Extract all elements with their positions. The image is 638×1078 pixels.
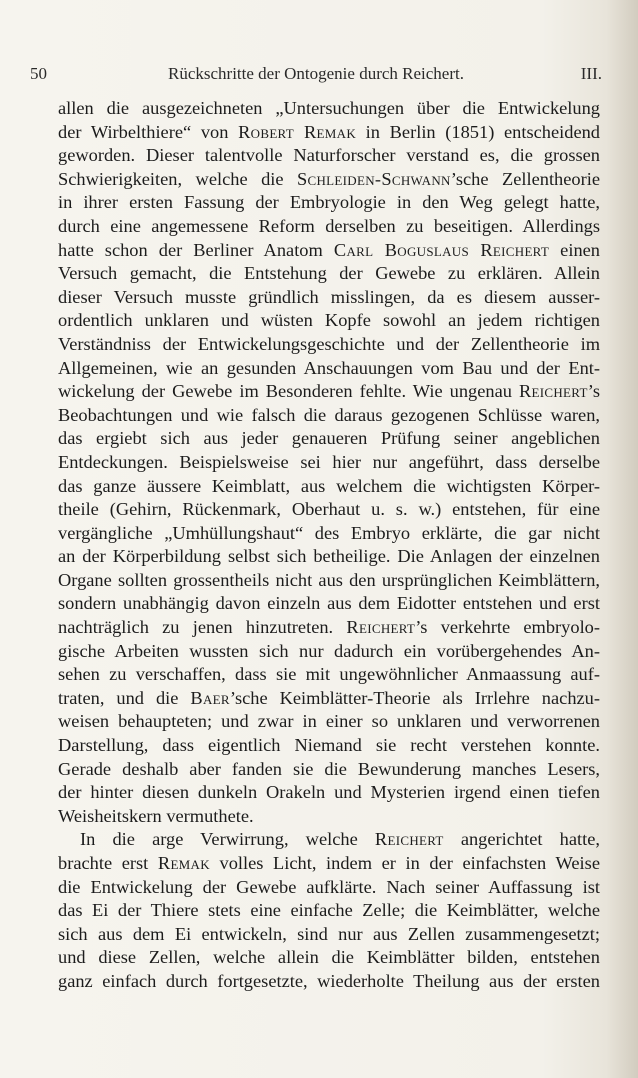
text-line (58, 758, 600, 782)
text-segment: gische Arbeiten wussten sich nur dadurch ein vorübergehendes An- (58, 640, 600, 661)
text-segment: Organe sollten grossentheils nicht aus den ursprünglichen Keimblättern, (58, 569, 600, 590)
text-segment: Allgemeinen, wie an gesunden Anschauungen vom Bau und der Ent- (58, 357, 600, 378)
text-segment: Beobachtungen und wie falsch die daraus gezogenen Schlüsse waren, (58, 404, 600, 425)
text-line (58, 144, 600, 168)
text-segment: ’s (587, 381, 600, 402)
text-segment: theile (Gehirn, Rückenmark, Oberhaut u. s. w.) entstehen, für eine (58, 499, 600, 520)
text-line (58, 333, 600, 357)
text-line (58, 357, 600, 381)
text-line (58, 616, 600, 640)
text-line (58, 852, 600, 876)
text-segment: wickelung der Gewebe im Besonderen fehlte. Wie ungenau (58, 381, 519, 402)
person-name: Reichert (518, 381, 588, 402)
text-segment: sondern unabhängig davon einzeln aus dem Eidotter entstehen und erst (58, 593, 600, 614)
text-segment: ordentlich unklaren und wüsten Kopfe sowohl an jedem richtigen (58, 310, 600, 331)
running-header (30, 64, 602, 90)
person-name: Baer (190, 687, 230, 708)
text-line (58, 380, 600, 404)
text-segment: Weisheitskern vermuthete. (58, 805, 254, 826)
text-line (58, 309, 600, 333)
text-line (58, 663, 600, 687)
text-line (58, 569, 600, 593)
text-line (58, 899, 600, 923)
text-segment: allen die ausgezeichneten „Untersuchungen über die Entwickelung (58, 98, 600, 118)
text-segment: in ihrer ersten Fassung der Embryologie in den Weg gelegt hatte, (58, 192, 600, 213)
text-line (58, 592, 600, 616)
text-line (58, 805, 600, 829)
text-segment: das ergiebt sich aus jeder genaueren Prüfung seiner angeblichen (58, 428, 600, 449)
text-segment: durch eine angemessene Reform derselben zu beseitigen. Allerdings (58, 215, 600, 236)
text-segment: an der Körperbildung selbst sich betheilige. Die Anlagen der einzelnen (58, 546, 600, 567)
text-line (58, 286, 600, 310)
text-segment: das Ei der Thiere stets eine einfache Zelle; die Keimblätter, welche (58, 900, 600, 921)
text-line (58, 640, 600, 664)
text-line (58, 946, 600, 970)
text-segment: Verständniss der Entwickelungsgeschichte und der Zellentheorie im (58, 333, 600, 354)
text-segment: die Entwickelung der Gewebe aufklärte. Nach seiner Auffassung ist (58, 876, 600, 897)
text-line (58, 121, 600, 145)
person-name: Reichert (374, 829, 444, 850)
text-segment: Schwierigkeiten, welche die (58, 168, 297, 189)
text-line (58, 498, 600, 522)
text-line (58, 710, 600, 734)
text-line (58, 191, 600, 215)
text-segment: weisen behaupteten; und zwar in einer so unklaren und verworrenen (58, 711, 600, 732)
text-line (58, 923, 600, 947)
text-segment: angerichtet hatte, (443, 829, 600, 850)
text-segment: ’s verkehrte embryolo- (415, 617, 600, 638)
text-line (58, 970, 600, 994)
text-line (58, 687, 600, 711)
body-text (58, 97, 600, 994)
text-segment: ’sche Zellentheorie (450, 168, 601, 189)
text-line (58, 451, 600, 475)
text-segment: der hinter diesen dunkeln Orakeln und Mysterien irgend einen tiefen (58, 782, 600, 803)
text-segment: und diese Zellen, welche allein die Keimblätter bilden, entstehen (58, 947, 600, 968)
text-segment: Darstellung, dass eigentlich Niemand sie recht verstehen konnte. (58, 735, 600, 756)
text-segment: in Berlin (1851) entscheidend (356, 121, 600, 142)
running-title: Rückschritte der Ontogenie durch Reichert. (168, 64, 464, 83)
text-segment: das ganze äussere Keimblatt, aus welchem die wichtigsten Körper- (58, 475, 600, 496)
text-line (58, 545, 600, 569)
text-line (58, 239, 600, 263)
text-line (58, 262, 600, 286)
text-segment: ganz einfach durch fortgesetzte, wiederholte Theilung aus der ersten (58, 970, 600, 991)
text-line (58, 97, 600, 121)
text-segment: vergängliche „Umhüllungshaut“ des Embryo erklärte, die gar nicht (58, 522, 600, 543)
person-name: Schleiden-Schwann (297, 168, 451, 189)
text-line (58, 828, 600, 852)
person-name: Carl Boguslaus Reichert (333, 239, 550, 260)
text-segment: Entdeckungen. Beispielsweise sei hier nur angeführt, dass derselbe (58, 451, 600, 472)
text-segment: geworden. Dieser talentvolle Naturforscher verstand es, die grossen (58, 145, 600, 166)
person-name: Remak (157, 853, 210, 873)
text-segment: hatte schon der Berliner Anatom (58, 239, 334, 260)
text-segment: sehen zu verschaffen, dass sie mit ungewöhnlicher Anmaassung auf- (58, 664, 600, 685)
text-segment: brachte erst (58, 853, 158, 873)
text-segment: Gerade deshalb aber fanden sie die Bewunderung manches Lesers, (58, 758, 600, 779)
text-line (58, 475, 600, 499)
text-segment: Versuch gemacht, die Entstehung der Gewebe zu erklären. Allein (58, 263, 600, 284)
text-segment: einen (549, 239, 600, 260)
text-segment: nachträglich zu jenen hinzutreten. (58, 617, 347, 638)
text-segment: In die arge Verwirrung, welche (80, 829, 375, 850)
person-name: Robert Remak (238, 121, 357, 142)
text-line (58, 781, 600, 805)
text-line (58, 734, 600, 758)
chapter-number: III. (580, 64, 602, 83)
text-line (58, 427, 600, 451)
text-line (58, 215, 600, 239)
text-segment: traten, und die (58, 687, 191, 708)
text-segment: volles Licht, indem er in der einfachsten Weise (209, 853, 600, 873)
text-line (58, 876, 600, 900)
text-line (58, 404, 600, 428)
text-segment: der Wirbelthiere“ von (58, 121, 239, 142)
page-number: 50 (30, 64, 47, 83)
text-line (58, 168, 600, 192)
text-segment: dieser Versuch musste gründlich misslingen, da es diesem ausser- (58, 286, 600, 307)
text-segment: sich aus dem Ei entwickeln, sind nur aus Zellen zusammengesetzt; (58, 923, 600, 944)
person-name: Reichert (346, 617, 416, 638)
text-segment: ’sche Keimblätter-Theorie als Irrlehre nachzu- (229, 687, 600, 708)
text-line (58, 522, 600, 546)
